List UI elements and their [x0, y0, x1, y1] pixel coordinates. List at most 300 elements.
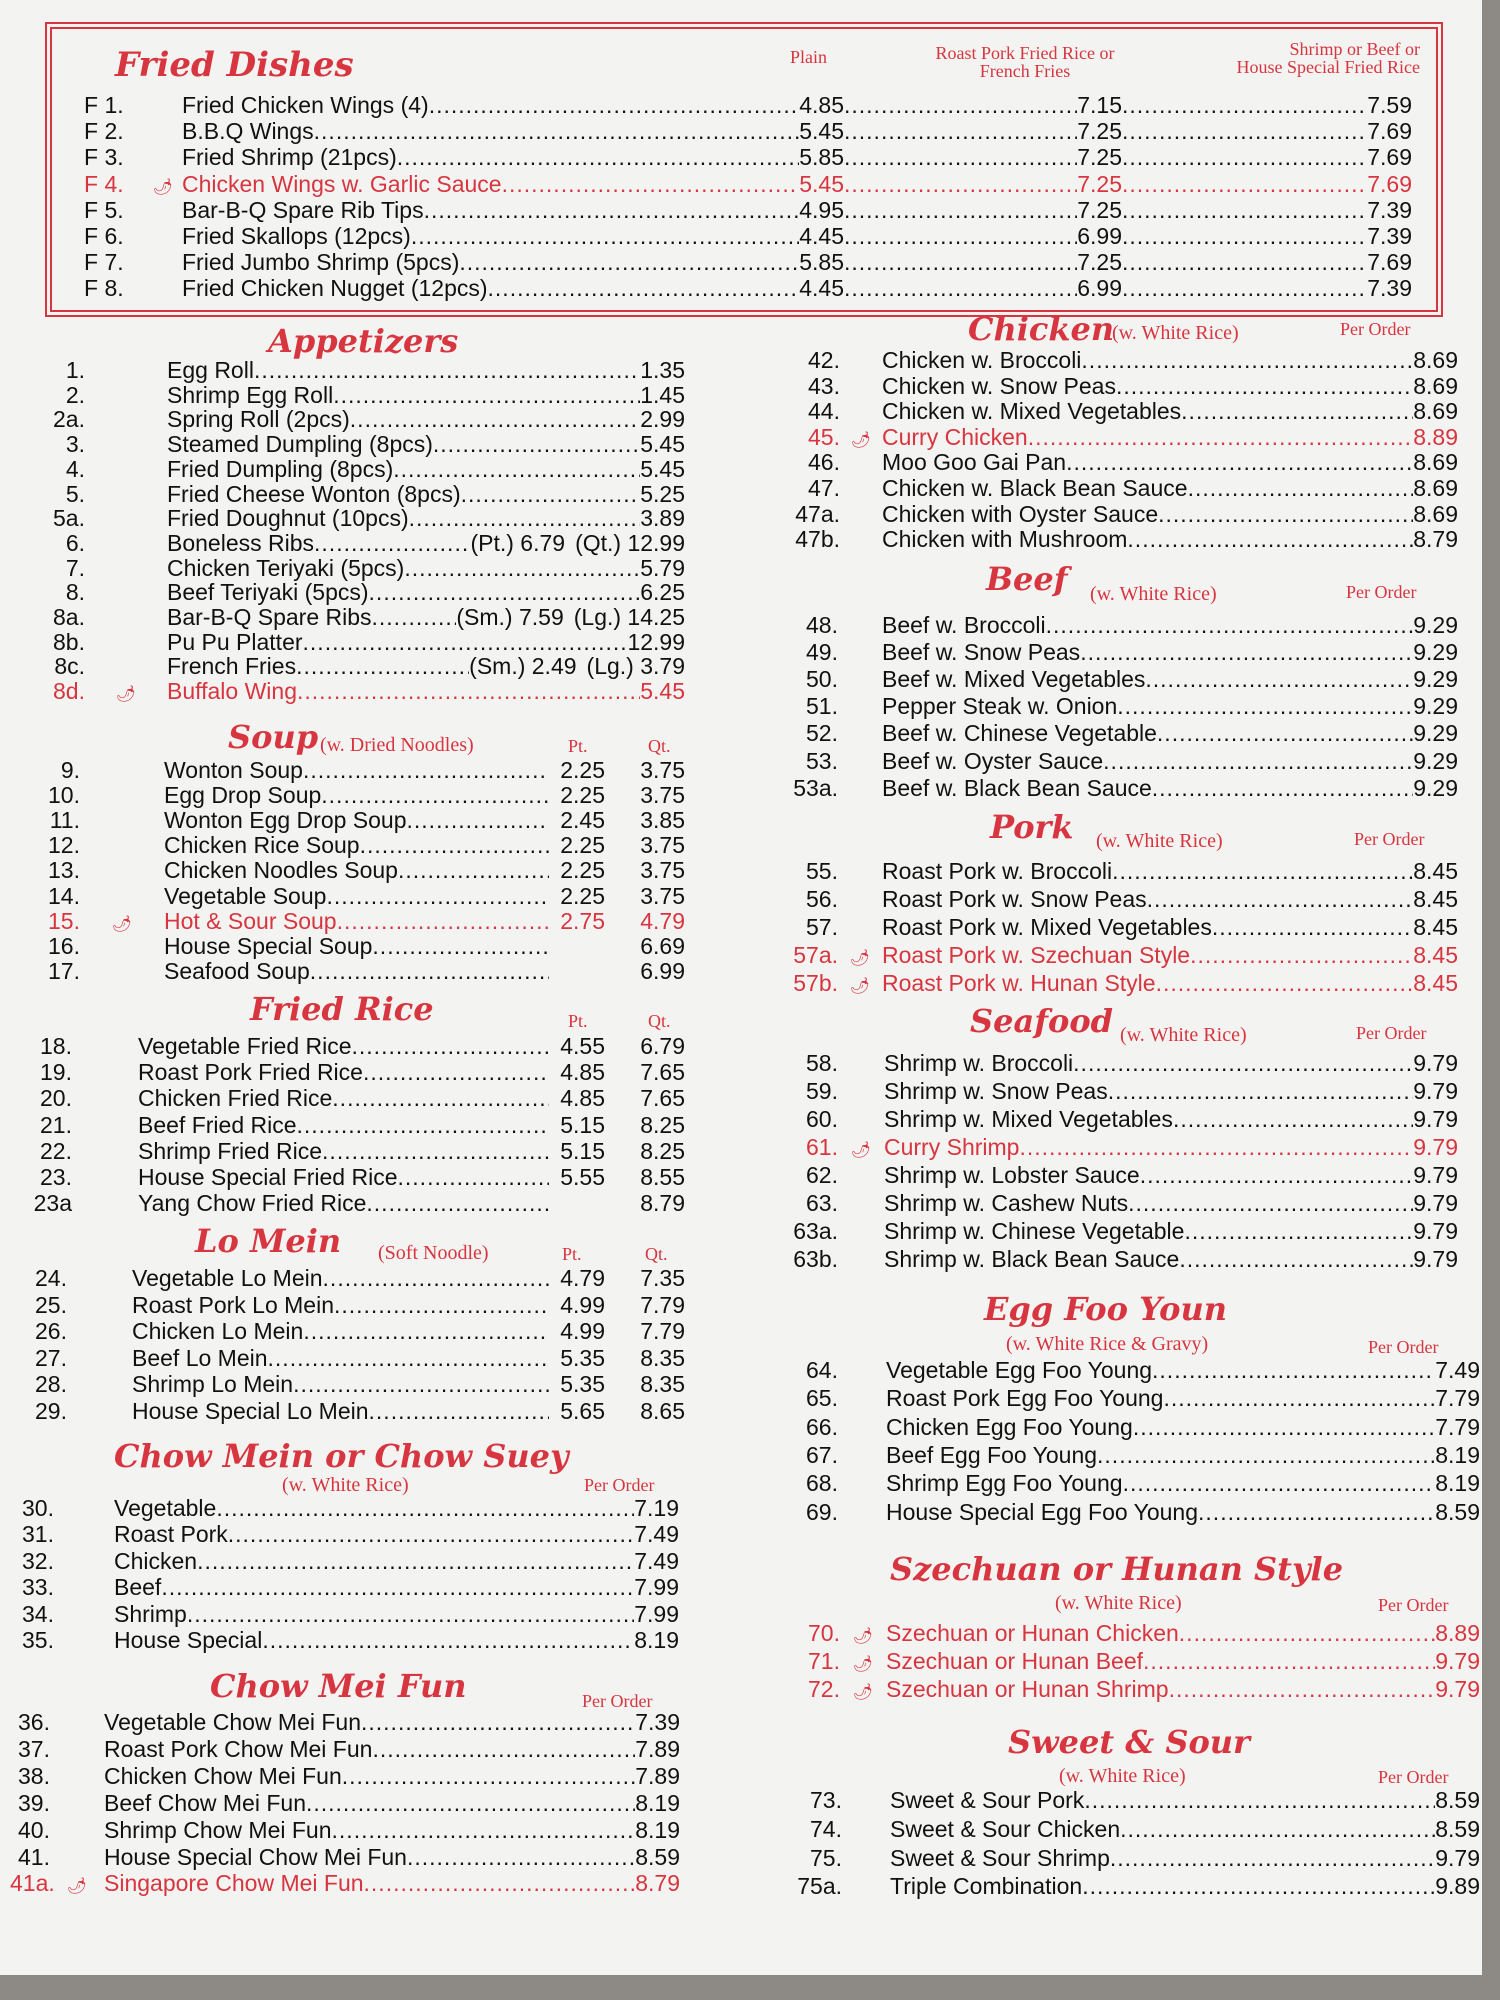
price: 7.49	[634, 1521, 679, 1548]
leader-dots	[363, 1059, 549, 1085]
item-name: Triple Combination	[890, 1873, 1083, 1900]
seafood-item	[790, 1246, 1458, 1272]
fried-dish-special-price-cell	[1122, 144, 1412, 170]
leader-dots	[1116, 373, 1413, 399]
item-number: 8a.	[53, 604, 85, 630]
leader-dots	[342, 1763, 635, 1789]
fried-dish-row	[84, 144, 844, 170]
item-name: Roast Pork Egg Foo Young	[886, 1385, 1164, 1412]
price-pint: 5.65	[560, 1398, 605, 1424]
item-number: 59.	[806, 1078, 838, 1104]
chow-mein-item	[14, 1601, 679, 1627]
egg-foo-young-title: Egg Foo Youn	[984, 1290, 1228, 1328]
leader-dots	[366, 1190, 549, 1216]
pork-item	[790, 942, 1458, 972]
item-name: Sweet & Sour Pork	[890, 1787, 1085, 1813]
item-number: 71.	[808, 1648, 840, 1674]
fried-dish-roast-price-cell	[844, 92, 1122, 118]
sweet-sour-item	[790, 1845, 1480, 1871]
appetizers-item	[40, 431, 685, 457]
item-number: 35.	[22, 1627, 54, 1653]
price-roast: 6.99	[1077, 223, 1122, 249]
fried-rice-pt-header: Pt.	[568, 1011, 588, 1031]
item-name: Chicken Fried Rice	[138, 1085, 333, 1112]
col-roast-header-line1: Roast Pork Fried Rice or	[935, 43, 1115, 63]
leader-dots	[1181, 398, 1413, 424]
item-name: Fried Chicken Nugget (12pcs)	[182, 275, 488, 302]
item-name: Beef Lo Mein	[132, 1344, 268, 1371]
chow-mei-fun-item	[10, 1870, 680, 1900]
price: 9.29	[1413, 774, 1458, 801]
price: 8.79	[635, 1870, 680, 1897]
price: 5.45	[640, 455, 685, 482]
item-number: 65.	[806, 1385, 838, 1412]
leader-dots	[1158, 501, 1413, 527]
seafood-item	[790, 1162, 1458, 1188]
price-quart: 6.69	[640, 932, 685, 959]
fried-dish-special-price-cell	[1122, 275, 1412, 301]
fried-dish-roast-price-cell	[844, 171, 1122, 197]
price-quart: 4.79	[640, 907, 685, 934]
item-number: 33.	[22, 1574, 54, 1601]
item-name: French Fries	[167, 653, 297, 680]
item-number: 5a.	[53, 505, 85, 532]
item-number: 2a.	[53, 406, 85, 433]
leader-dots	[306, 1790, 635, 1816]
chili-pepper-icon: 🌶	[66, 1878, 88, 1896]
leader-dots	[350, 406, 640, 432]
item-name: Vegetable Egg Foo Young	[886, 1357, 1153, 1383]
price: 8.69	[1413, 449, 1458, 476]
price-roast: 7.25	[1077, 170, 1122, 197]
leader-dots	[1122, 275, 1367, 301]
item-name: Roast Pork Fried Rice	[138, 1059, 363, 1086]
leader-dots	[1179, 1246, 1413, 1272]
appetizers-item	[40, 629, 685, 655]
price-special: 7.69	[1367, 118, 1412, 145]
price-special: 7.59	[1367, 92, 1412, 118]
appetizers-item	[40, 505, 685, 531]
item-number: 8c.	[54, 653, 85, 680]
leader-dots	[1145, 666, 1413, 692]
item-number: 37.	[18, 1735, 50, 1762]
chili-pepper-icon: 🌶	[850, 431, 872, 449]
item-number: 1.	[65, 357, 85, 383]
leader-dots	[844, 223, 1077, 249]
leader-dots	[1147, 886, 1414, 912]
price: 5.45	[640, 431, 685, 458]
item-number: 19.	[40, 1059, 72, 1086]
soup-pt-header: Pt.	[568, 736, 588, 756]
item-name: Szechuan or Hunan Beef	[886, 1648, 1144, 1674]
leader-dots	[1140, 1162, 1414, 1188]
appetizers-item	[40, 579, 685, 605]
item-name: Shrimp w. Broccoli	[884, 1050, 1074, 1076]
price: 9.79	[1413, 1218, 1458, 1244]
item-number: 53.	[806, 747, 838, 774]
price-special: 7.39	[1367, 223, 1412, 249]
leader-dots	[1122, 249, 1367, 275]
item-number: F 5.	[84, 196, 124, 223]
fried-dish-row	[84, 118, 844, 144]
chow-mei-fun-item	[10, 1736, 680, 1762]
appetizers-item	[40, 653, 685, 679]
item-number: 27.	[35, 1344, 67, 1371]
price-pint: 5.15	[560, 1111, 605, 1138]
price-quart: 7.65	[640, 1059, 685, 1086]
item-number: 10.	[48, 782, 80, 809]
leader-dots	[314, 530, 470, 556]
egg-foo-young-item	[790, 1357, 1480, 1383]
leader-dots	[372, 1736, 635, 1762]
beef-title: Beef	[986, 560, 1068, 598]
chow-mein-item	[14, 1548, 679, 1574]
leader-dots	[429, 92, 800, 118]
szechuan-item	[790, 1648, 1480, 1678]
item-number: 48.	[806, 612, 838, 638]
leader-dots	[1152, 775, 1413, 801]
item-name: Beef w. Snow Peas	[882, 639, 1081, 666]
item-number: 7.	[65, 554, 85, 581]
leader-dots	[1120, 1816, 1435, 1842]
price-special: 7.69	[1367, 170, 1412, 197]
price-plain: 5.85	[799, 144, 844, 171]
leader-dots	[1097, 1442, 1435, 1468]
price: 8.69	[1413, 500, 1458, 527]
price: 8.45	[1413, 914, 1458, 941]
price: 8.89	[1413, 423, 1458, 450]
leader-dots	[268, 1345, 549, 1371]
lo-mein-item	[20, 1371, 685, 1397]
chow-mei-fun-item	[10, 1817, 680, 1843]
item-name: Steamed Dumpling (8pcs)	[167, 431, 433, 458]
price: 7.89	[635, 1762, 680, 1789]
fried-dish-row	[84, 249, 844, 275]
leader-dots	[844, 171, 1077, 197]
item-number: 4.	[65, 455, 85, 482]
leader-dots	[1122, 92, 1367, 118]
fried-rice-qt-header: Qt.	[648, 1011, 671, 1031]
item-number: 29.	[35, 1398, 67, 1424]
leader-dots	[1133, 1414, 1435, 1440]
item-name: Vegetable Lo Mein	[132, 1265, 323, 1291]
fried-dish-row	[84, 92, 844, 118]
item-number: 57a.	[793, 942, 838, 969]
item-number: 75.	[810, 1844, 842, 1871]
leader-dots	[1198, 1499, 1435, 1525]
chow-mein-item	[14, 1521, 679, 1547]
price-roast: 7.25	[1077, 118, 1122, 145]
chicken-item	[790, 373, 1458, 399]
chili-pepper-icon: 🌶	[849, 950, 871, 968]
item-number: F 1.	[84, 92, 124, 118]
item-number: 41.	[18, 1843, 50, 1870]
leader-dots	[303, 1318, 549, 1344]
leader-dots	[334, 1292, 549, 1318]
leader-dots	[1128, 1190, 1413, 1216]
leader-dots	[197, 1548, 634, 1574]
item-name: Curry Shrimp	[884, 1134, 1020, 1160]
item-name: Vegetable Chow Mei Fun	[104, 1709, 361, 1735]
lo-mein-note: (Soft Noodle)	[378, 1242, 489, 1264]
leader-dots	[372, 933, 549, 959]
price: 9.79	[1413, 1106, 1458, 1132]
price-plain: 4.95	[799, 196, 844, 223]
leader-dots	[1212, 914, 1413, 940]
leader-dots	[1103, 748, 1413, 774]
leader-dots	[326, 883, 549, 909]
beef-item	[790, 775, 1458, 801]
szechuan-item	[790, 1620, 1480, 1650]
item-name: Fried Doughnut (10pcs)	[167, 505, 409, 532]
price-plain: 5.45	[799, 170, 844, 197]
soup-item	[40, 782, 685, 808]
leader-dots	[310, 958, 549, 984]
szechuan-title: Szechuan or Hunan Style	[890, 1550, 1344, 1588]
price: 5.79	[640, 554, 685, 581]
leader-dots	[369, 579, 641, 605]
item-number: 9.	[60, 757, 80, 783]
price-plain: 4.45	[799, 223, 844, 249]
item-name: Fried Dumpling (8pcs)	[167, 455, 394, 482]
leader-dots	[1122, 171, 1367, 197]
fried-rice-item	[20, 1033, 685, 1059]
leader-dots	[1081, 347, 1413, 373]
item-number: 8b.	[53, 628, 85, 655]
item-name: House Special	[114, 1627, 263, 1653]
price-roast: 7.25	[1077, 144, 1122, 171]
price: 8.59	[1435, 1498, 1480, 1525]
item-name: Egg Roll	[167, 357, 254, 383]
leader-dots	[1046, 612, 1414, 638]
appetizers-item	[40, 406, 685, 432]
pork-item	[790, 914, 1458, 940]
lo-mein-pt-header: Pt.	[562, 1244, 582, 1264]
item-number: 43.	[808, 372, 840, 399]
seafood-item	[790, 1190, 1458, 1216]
price-pint: 4.79	[560, 1265, 605, 1291]
price: 9.29	[1413, 693, 1458, 720]
item-number: 25.	[35, 1291, 67, 1318]
egg-foo-young-item	[790, 1499, 1480, 1525]
item-number: 69.	[806, 1498, 838, 1525]
leader-dots	[372, 604, 457, 630]
price-quart: 3.75	[640, 882, 685, 909]
item-number: 58.	[806, 1050, 838, 1076]
chow-mei-fun-per-order-header: Per Order	[582, 1691, 653, 1711]
seafood-per-order-header: Per Order	[1356, 1023, 1427, 1043]
price-pint: 2.45	[560, 807, 605, 834]
leader-dots	[1123, 1470, 1436, 1496]
price: 7.49	[634, 1547, 679, 1574]
leader-dots	[1122, 223, 1367, 249]
item-number: 60.	[806, 1106, 838, 1132]
price-pint: 5.35	[560, 1371, 605, 1398]
item-number: 64.	[806, 1357, 838, 1383]
item-name: Moo Goo Gai Pan	[882, 449, 1067, 476]
price-small: (Sm.) 2.49	[469, 653, 577, 680]
price-pint: 4.99	[560, 1291, 605, 1318]
leader-dots	[333, 382, 640, 408]
leader-dots	[1080, 639, 1413, 665]
leader-dots	[1028, 424, 1414, 450]
seafood-note: (w. White Rice)	[1120, 1024, 1247, 1046]
seafood-item	[790, 1106, 1458, 1132]
item-number: 6.	[65, 529, 85, 556]
price: 8.45	[1413, 942, 1458, 969]
price: 7.99	[634, 1574, 679, 1601]
price: 3.89	[640, 505, 685, 532]
col-special-header-line2: House Special Fried Rice	[1236, 57, 1420, 77]
item-name: Vegetable Fried Rice	[138, 1033, 352, 1059]
item-name: Sweet & Sour Chicken	[890, 1815, 1121, 1842]
chicken-item	[790, 398, 1458, 424]
leader-dots	[393, 456, 640, 482]
chow-mein-per-order-header: Per Order	[584, 1475, 655, 1495]
item-name: Shrimp w. Cashew Nuts	[884, 1190, 1129, 1216]
szechuan-note: (w. White Rice)	[1055, 1592, 1182, 1614]
item-name: Roast Pork w. Szechuan Style	[882, 942, 1191, 969]
leader-dots	[364, 1870, 636, 1896]
item-number: 42.	[808, 347, 840, 373]
item-number: 28.	[35, 1371, 67, 1398]
item-number: 15.	[48, 907, 80, 934]
lo-mein-item	[20, 1398, 685, 1424]
beef-item	[790, 612, 1458, 638]
appetizers-item	[40, 604, 685, 630]
fried-dish-row	[84, 223, 844, 249]
item-name: Shrimp Egg Roll	[167, 381, 334, 408]
price-quart: 3.75	[640, 782, 685, 809]
item-number: 61.	[806, 1134, 838, 1160]
item-name: Fried Chicken Wings (4)	[182, 92, 429, 118]
chicken-item	[790, 347, 1458, 373]
chicken-title: Chicken	[968, 310, 1115, 348]
price: 9.29	[1413, 720, 1458, 747]
lo-mein-qt-header: Qt.	[645, 1244, 668, 1264]
fried-rice-item	[20, 1085, 685, 1111]
item-number: 11.	[49, 807, 80, 834]
price-quart: 7.79	[640, 1291, 685, 1318]
leader-dots	[1084, 1787, 1435, 1813]
price-pint: 5.15	[560, 1137, 605, 1164]
price-plain: 4.45	[799, 275, 844, 302]
item-name: Chicken Noodles Soup	[164, 857, 398, 884]
pork-title: Pork	[990, 808, 1074, 846]
chili-pepper-icon: 🌶	[849, 978, 871, 996]
item-name: House Special Soup	[164, 932, 373, 959]
beef-item	[790, 693, 1458, 719]
item-number: 14.	[48, 882, 80, 909]
price-quart: 8.35	[640, 1344, 685, 1371]
leader-dots	[254, 357, 640, 383]
chicken-item	[790, 449, 1458, 475]
appetizers-item	[40, 382, 685, 408]
chow-mein-title: Chow Mein or Chow Suey	[114, 1437, 569, 1475]
leader-dots	[337, 908, 549, 934]
soup-item	[40, 933, 685, 959]
item-number: 8d.	[53, 678, 85, 705]
price-pint: 2.75	[560, 907, 605, 934]
item-number: 31.	[22, 1521, 54, 1548]
item-name: Chicken with Mushroom	[882, 526, 1128, 553]
price: 9.29	[1413, 639, 1458, 666]
leader-dots	[1157, 720, 1413, 746]
price: (Lg.) 3.79	[586, 653, 685, 680]
leader-dots	[502, 171, 800, 197]
leader-dots	[1143, 1648, 1435, 1674]
leader-dots	[1117, 693, 1413, 719]
fried-dish-row	[84, 197, 844, 223]
leader-dots	[1163, 1385, 1435, 1411]
item-number: 75a.	[797, 1873, 842, 1900]
leader-dots	[844, 92, 1077, 118]
appetizers-item	[40, 555, 685, 581]
beef-item	[790, 748, 1458, 774]
item-name: Beef Chow Mei Fun	[104, 1789, 306, 1816]
price: 8.19	[1435, 1470, 1480, 1497]
appetizers-item	[40, 678, 685, 708]
price-quart: 3.75	[640, 832, 685, 859]
item-number: F 8.	[84, 275, 124, 302]
price: 8.69	[1413, 398, 1458, 425]
price-roast: 7.25	[1077, 196, 1122, 223]
item-number: 63b.	[793, 1246, 838, 1272]
price-quart: 3.85	[640, 807, 685, 834]
chow-mei-fun-item	[10, 1844, 680, 1870]
leader-dots	[1122, 118, 1367, 144]
leader-dots	[844, 275, 1077, 301]
item-number: 32.	[22, 1547, 54, 1574]
fried-dish-special-price-cell	[1122, 249, 1412, 275]
item-name: Szechuan or Hunan Chicken	[886, 1620, 1179, 1646]
leader-dots	[1127, 526, 1413, 552]
item-name: Beef Egg Foo Young	[886, 1441, 1098, 1468]
item-name: Vegetable	[114, 1495, 217, 1521]
item-name: Sweet & Sour Shrimp	[890, 1844, 1110, 1871]
item-name: Boneless Ribs	[167, 529, 315, 556]
leader-dots	[296, 653, 469, 679]
price: 9.29	[1413, 747, 1458, 774]
item-number: 57b.	[793, 970, 838, 997]
price: 12.99	[627, 628, 685, 655]
lo-mein-item	[20, 1265, 685, 1291]
soup-item	[40, 832, 685, 858]
beef-item	[790, 666, 1458, 692]
beef-note: (w. White Rice)	[1090, 583, 1217, 605]
price: 8.59	[1435, 1787, 1480, 1813]
item-name: Fried Jumbo Shrimp (5pcs)	[182, 249, 460, 276]
chicken-item	[790, 526, 1458, 552]
leader-dots	[1073, 1050, 1413, 1076]
leader-dots	[1188, 475, 1414, 501]
pork-per-order-header: Per Order	[1354, 829, 1425, 849]
leader-dots	[1173, 1106, 1413, 1132]
leader-dots	[361, 1709, 635, 1735]
egg-foo-young-item	[790, 1414, 1480, 1440]
price: 7.49	[1435, 1357, 1480, 1383]
item-number: 49.	[806, 639, 838, 666]
item-number: 12.	[48, 832, 80, 859]
price-quart: 8.25	[640, 1111, 685, 1138]
item-name: Fried Cheese Wonton (8pcs)	[167, 480, 461, 507]
item-name: Shrimp w. Mixed Vegetables	[884, 1106, 1173, 1132]
item-number: 53a.	[793, 774, 838, 801]
item-name: Chicken w. Snow Peas	[882, 372, 1116, 399]
item-number: F 3.	[84, 144, 124, 171]
price: 7.39	[635, 1709, 680, 1735]
szechuan-item	[790, 1676, 1480, 1706]
